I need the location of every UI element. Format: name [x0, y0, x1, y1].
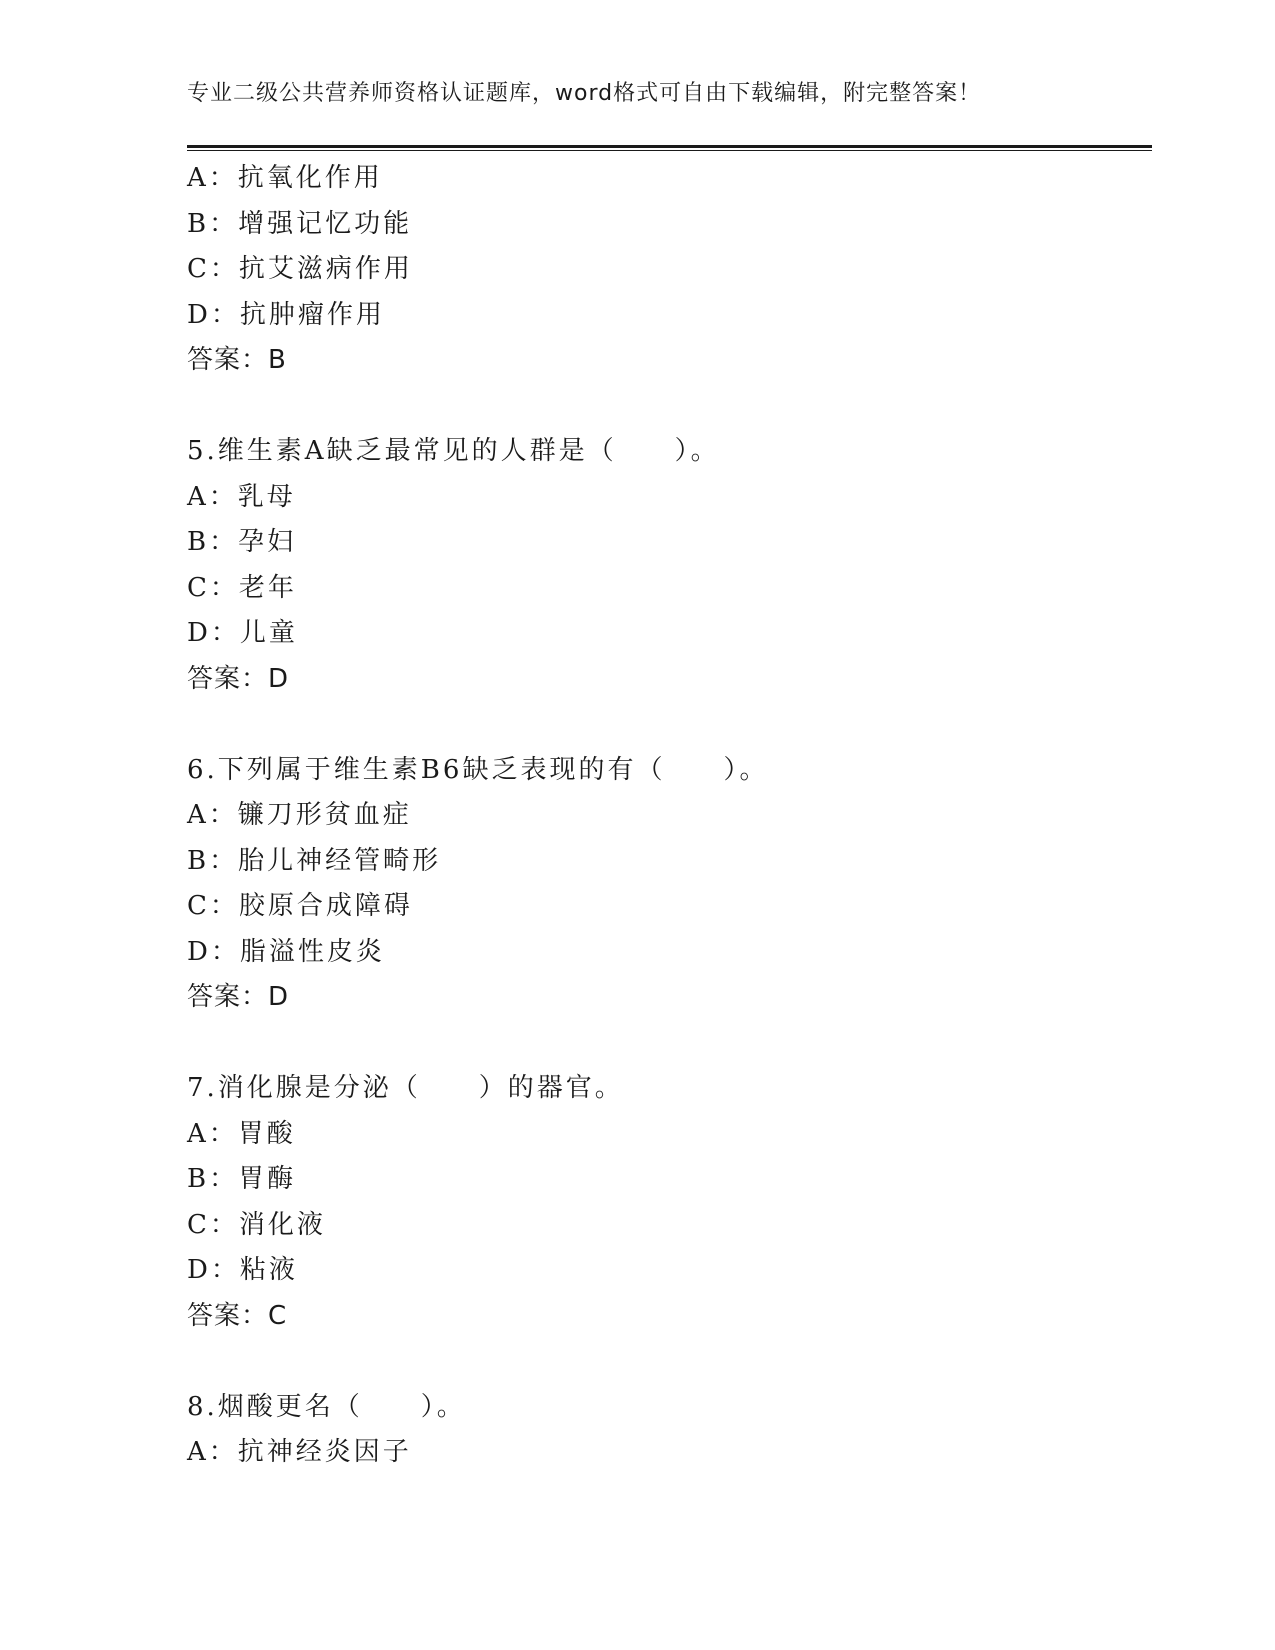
question-text: 7.消化腺是分泌（ ）的器官。: [187, 1073, 624, 1103]
answer-line: 答案：D: [187, 663, 290, 694]
question-block: [187, 429, 1147, 702]
option-d: D：粘液: [187, 1255, 298, 1285]
option-b: B：孕妇: [187, 527, 297, 557]
document-header: 专业二级公共营养师资格认证题库，word格式可自由下载编辑，附完整答案！: [187, 81, 982, 106]
header-rule-thin: [187, 150, 1152, 151]
question-text: 6.下列属于维生素B6缺乏表现的有（ ）。: [187, 754, 769, 785]
question-list: [187, 156, 1147, 1476]
option-d: D：脂溢性皮炎: [187, 936, 385, 967]
question-text: 8.烟酸更名（ ）。: [187, 1391, 466, 1422]
option-d: D：抗肿瘤作用: [187, 299, 385, 330]
option-c: C：胶原合成障碍: [187, 891, 413, 921]
option-a: A：抗氧化作用: [187, 163, 383, 193]
question-block: [187, 1385, 1147, 1476]
option-b: B：胃酶: [187, 1164, 297, 1194]
option-a: A：胃酸: [187, 1118, 296, 1149]
option-d: D：儿童: [187, 618, 298, 648]
option-b: B：胎儿神经管畸形: [187, 845, 442, 876]
question-block: [187, 1066, 1147, 1339]
answer-line: 答案：C: [187, 1300, 288, 1331]
option-a: A：乳母: [187, 481, 296, 512]
option-a: A：抗神经炎因子: [187, 1437, 412, 1467]
question-text: 5.维生素A缺乏最常见的人群是（ ）。: [187, 436, 720, 466]
option-c: C：老年: [187, 572, 297, 603]
answer-line: 答案：B: [187, 345, 287, 375]
option-b: B：增强记忆功能: [187, 208, 413, 239]
option-a: A：镰刀形贫血症: [187, 800, 412, 830]
answer-line: 答案：D: [187, 982, 290, 1012]
question-block: [187, 156, 1147, 384]
question-block: [187, 748, 1147, 1021]
option-c: C：消化液: [187, 1209, 326, 1240]
header-rule-thick: [187, 145, 1152, 148]
option-c: C：抗艾滋病作用: [187, 254, 413, 284]
